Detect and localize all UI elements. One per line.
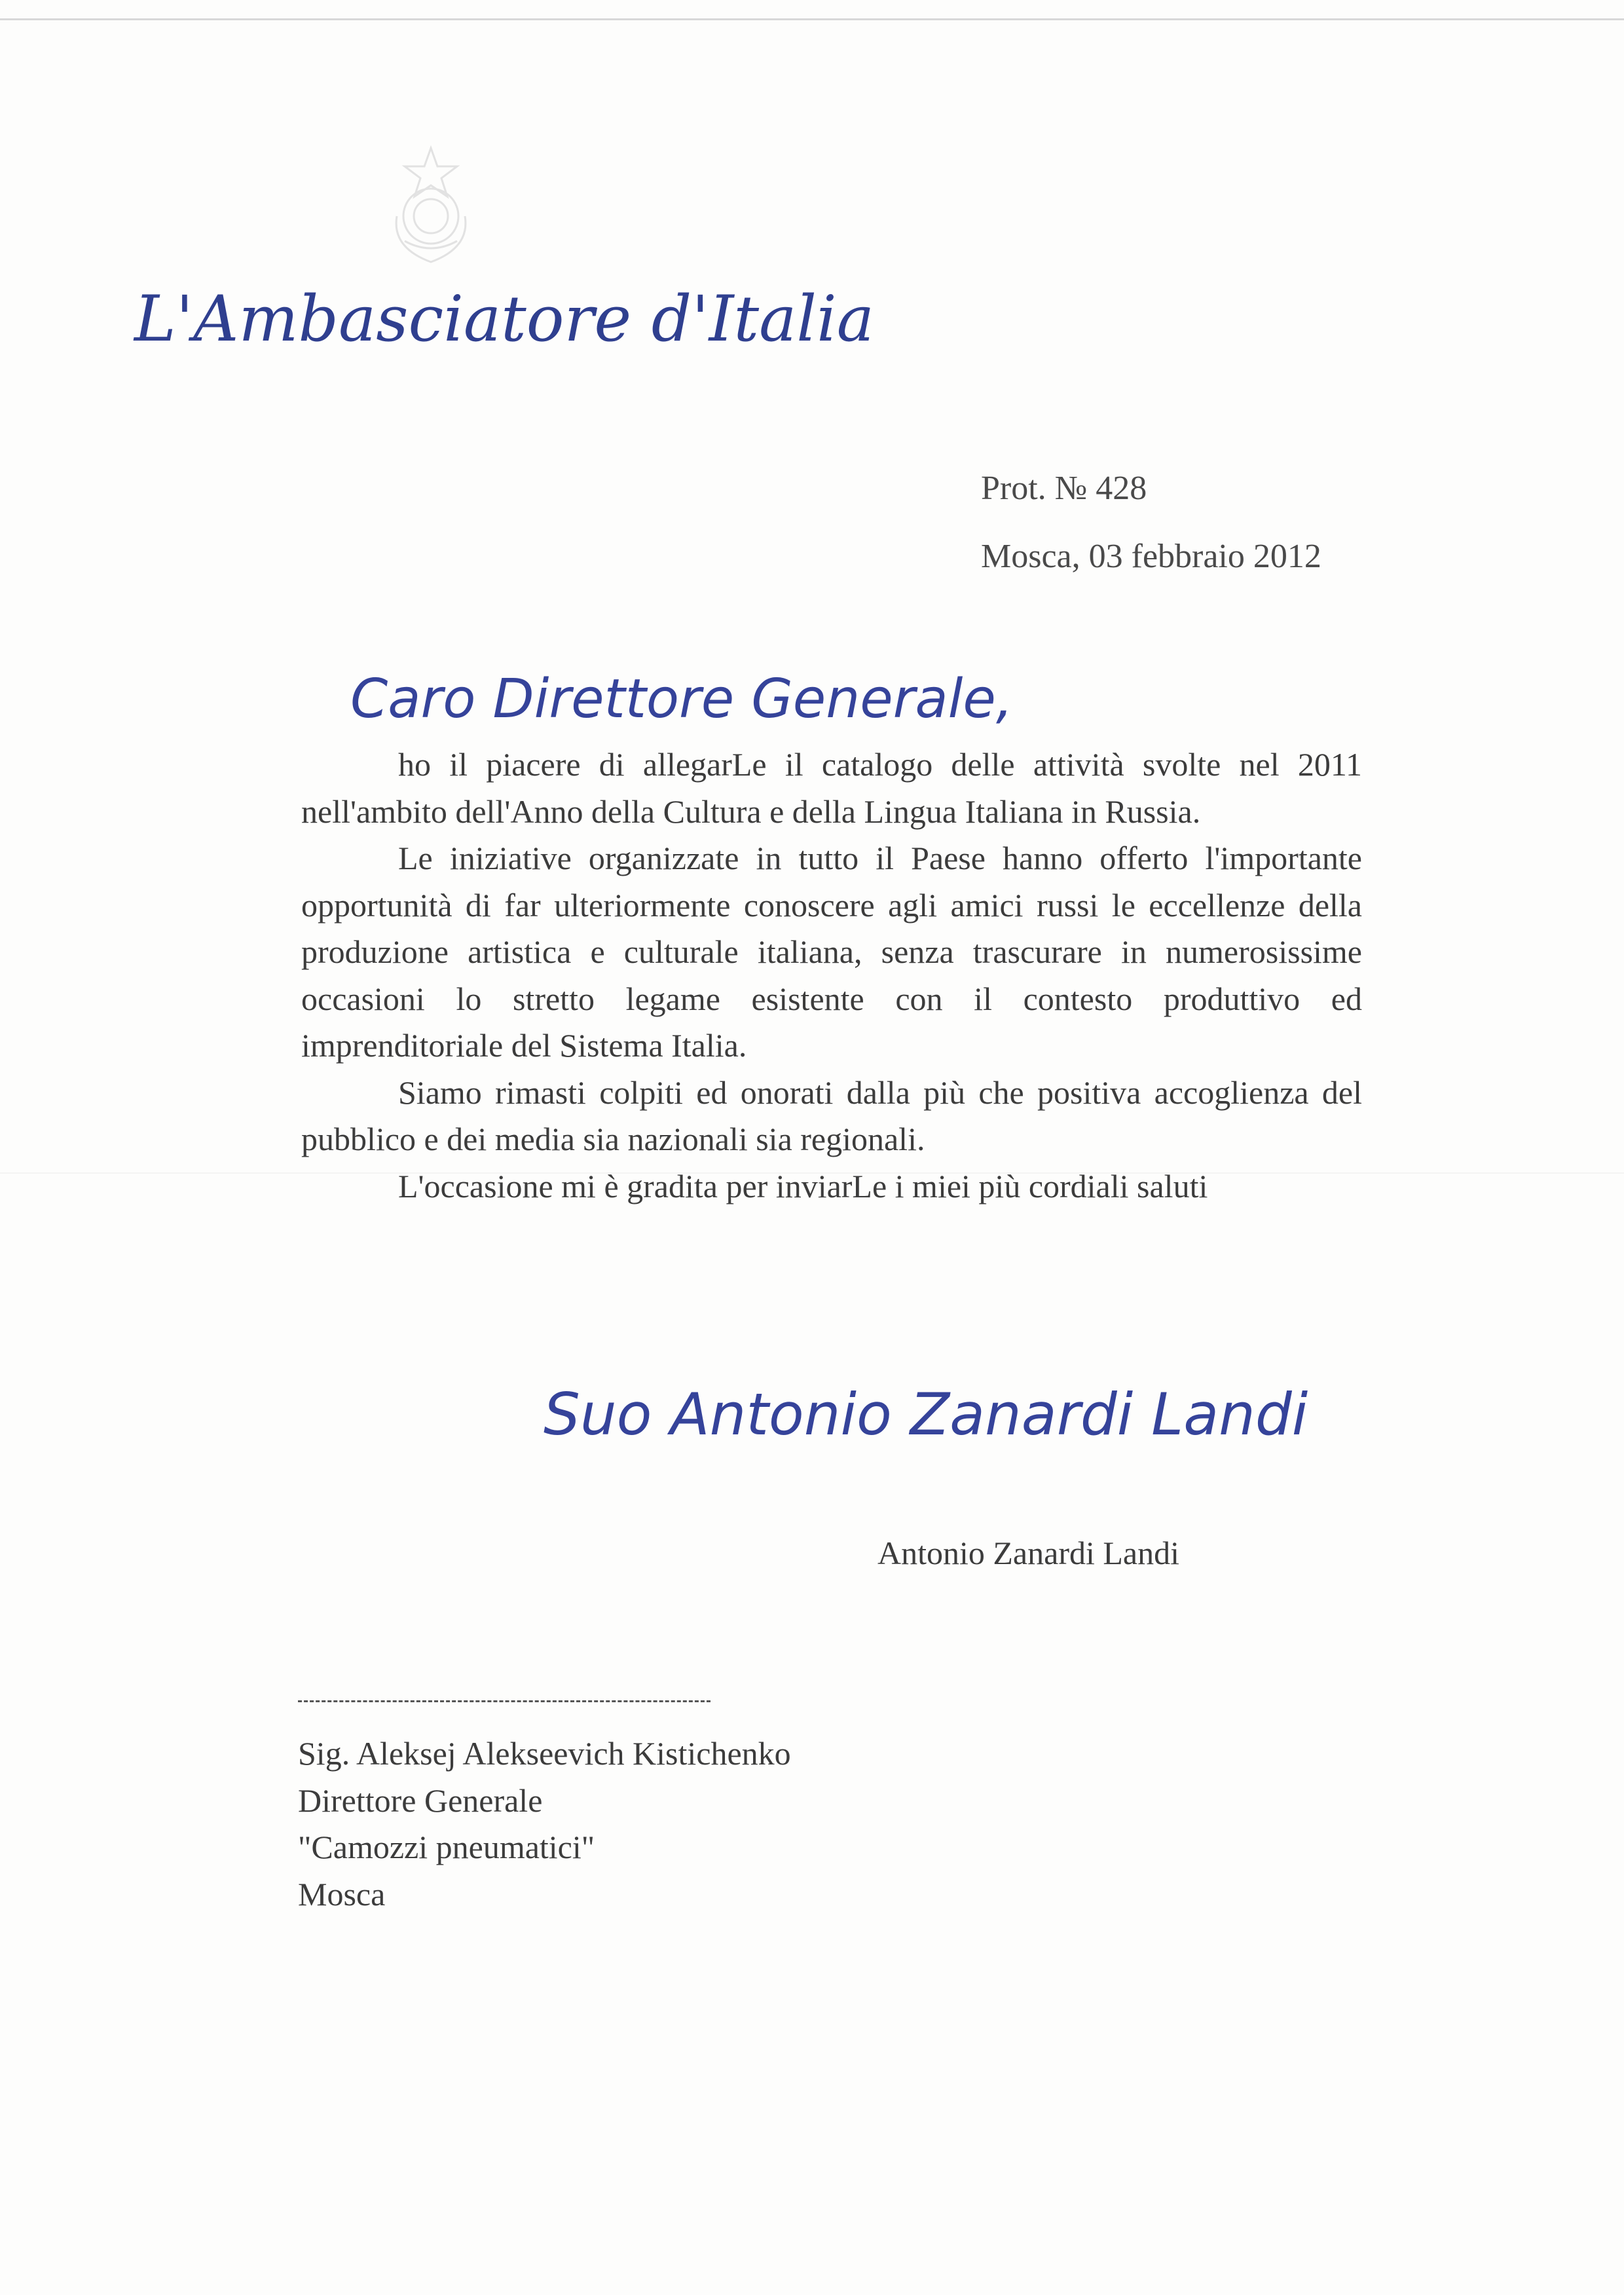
italian-republic-emblem-icon	[378, 143, 483, 267]
recipient-name: Sig. Aleksej Alekseevich Kistichenko	[298, 1735, 791, 1772]
letter-body	[301, 741, 1362, 1210]
recipient-title: Direttore Generale	[298, 1782, 543, 1819]
recipient-company: "Camozzi pneumatici"	[298, 1829, 595, 1865]
letterhead-title	[128, 262, 874, 373]
dashed-separator	[298, 1700, 710, 1702]
body-paragraph: ho il piacere di allegarLe il catalogo delle attività svolte nel 2011 nell'ambito dell'Anno della Cultura e della Lingua Italiana in Russia.	[301, 746, 1362, 830]
place-date: Mosca, 03 febbraio 2012	[981, 538, 1321, 575]
handwritten-signature	[544, 1349, 1308, 1474]
signer-name: Antonio Zanardi Landi	[877, 1535, 1179, 1571]
body-paragraph: L'occasione mi è gradita per inviarLe i miei più cordiali saluti	[398, 1167, 1208, 1204]
handwritten-signature-text: Suo Antonio Zanardi Landi	[544, 1381, 1308, 1448]
letterhead-title-text: L'Ambasciatore d'Italia	[134, 282, 874, 356]
body-paragraph: Le iniziative organizzate in tutto il Paese hanno offerto l'importante opportunità di far ulteriormente conoscere agli amici russi le eccellenze della produzione artistica e culturale italiana, senza trascurare in numerosissime occasioni lo stretto legame esistente con il contesto produttivo ed imprenditoriale del Sistema Italia.	[301, 840, 1362, 1064]
handwritten-greeting	[350, 652, 1013, 743]
letter-meta	[981, 455, 1321, 591]
handwritten-greeting-text: Caro Direttore Generale,	[350, 668, 1013, 730]
page-edge	[0, 18, 1624, 20]
body-paragraph: Siamo rimasti colpiti ed onorati dalla più che positiva accoglienza del pubblico e dei media sia nazionali sia regionali.	[301, 1073, 1362, 1157]
protocol-number: Prot. № 428	[981, 470, 1147, 507]
recipient-block	[298, 1730, 791, 1918]
recipient-city: Mosca	[298, 1875, 386, 1912]
